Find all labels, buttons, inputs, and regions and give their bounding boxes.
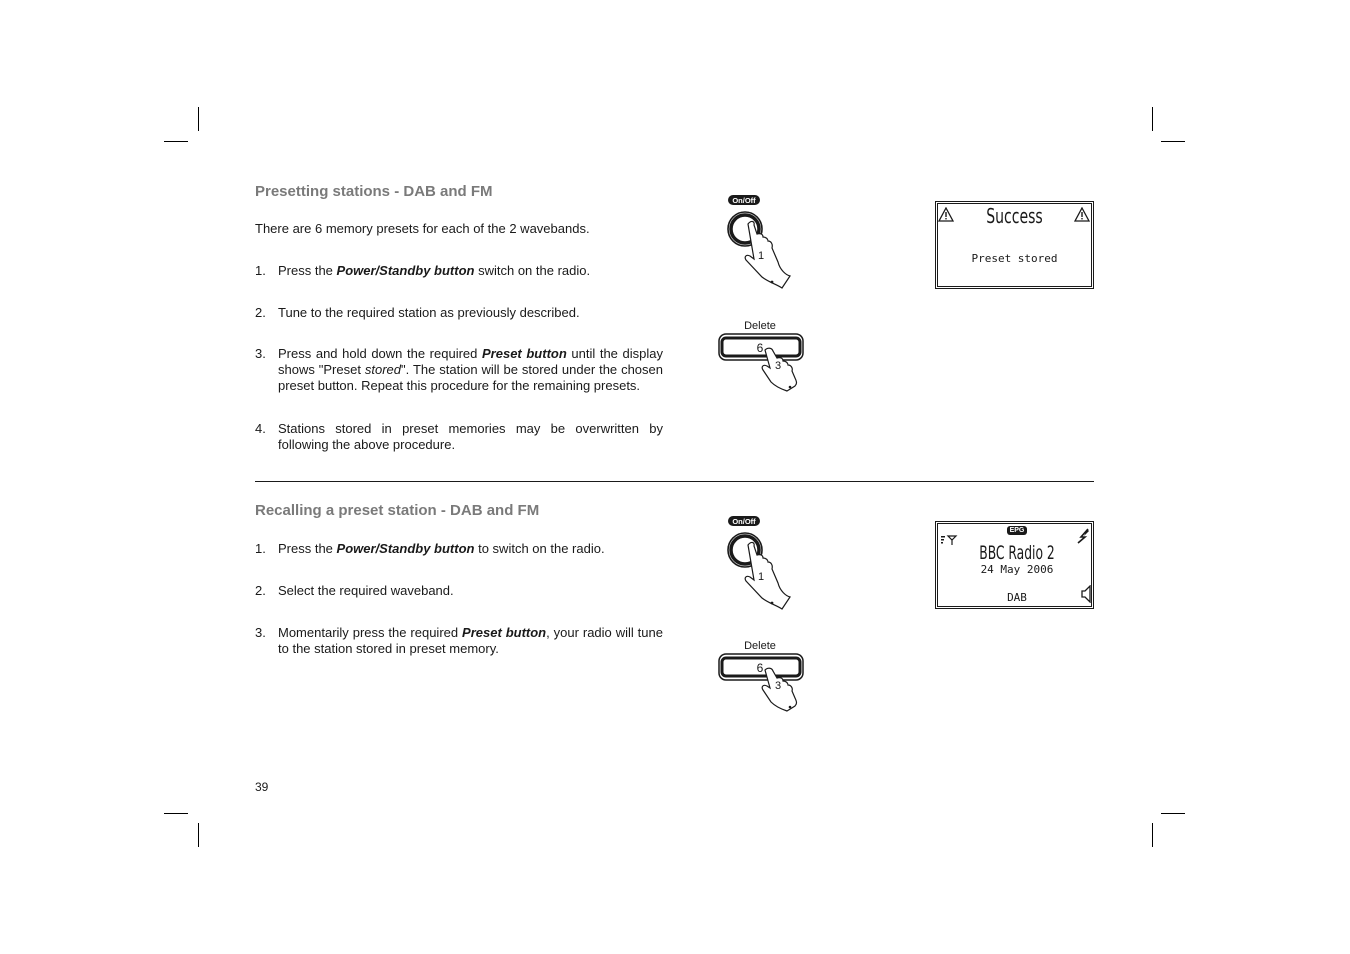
step-number-label: 1 xyxy=(757,571,765,583)
crop-mark xyxy=(198,107,199,131)
step-number: 1. xyxy=(255,541,266,556)
crop-mark xyxy=(1152,107,1153,131)
speaker-icon xyxy=(1080,585,1092,603)
crop-mark xyxy=(1161,813,1185,814)
onoff-label: On/Off xyxy=(732,517,756,526)
step-number-label: 3 xyxy=(774,680,782,692)
epg-badge: EPG xyxy=(1007,526,1027,535)
onoff-press-illustration xyxy=(720,513,800,611)
preset-number: 6 xyxy=(756,341,764,355)
delete-label: Delete xyxy=(744,320,776,332)
stereo-antenna-icon xyxy=(1076,528,1090,544)
lcd-display-success xyxy=(935,201,1094,289)
step-number: 2. xyxy=(255,583,266,598)
onoff-press-illustration xyxy=(720,192,800,290)
crop-mark xyxy=(1161,141,1185,142)
display-waveband: DAB xyxy=(1007,591,1027,604)
signal-strength-icon xyxy=(940,534,958,546)
section-title-recalling: Recalling a preset station - DAB and FM xyxy=(255,502,540,519)
preset-press-illustration xyxy=(715,638,810,712)
step-number: 2. xyxy=(255,305,266,320)
display-date: 24 May 2006 xyxy=(980,563,1054,576)
step-number: 3. xyxy=(255,346,266,361)
intro-text: There are 6 memory presets for each of the 2 wavebands. xyxy=(255,221,590,236)
step-number: 1. xyxy=(255,263,266,278)
page-number: 39 xyxy=(255,780,269,794)
crop-mark xyxy=(164,141,188,142)
delete-label: Delete xyxy=(744,640,776,652)
crop-mark xyxy=(1152,823,1153,847)
warning-icon xyxy=(938,207,954,222)
step-number-label: 3 xyxy=(774,360,782,372)
onoff-label: On/Off xyxy=(732,196,756,205)
hand-icon xyxy=(745,221,790,288)
section-divider xyxy=(255,481,1094,482)
lcd-display-station xyxy=(935,521,1094,609)
station-name: BBC Radio 2 xyxy=(979,542,1055,564)
section-title-presetting: Presetting stations - DAB and FM xyxy=(255,183,493,200)
crop-mark xyxy=(198,823,199,847)
step-number: 4. xyxy=(255,421,266,436)
step-number: 3. xyxy=(255,625,266,640)
preset-number: 6 xyxy=(756,661,764,675)
preset-press-illustration xyxy=(715,318,810,392)
display-title: Success xyxy=(986,204,1043,228)
crop-mark xyxy=(164,813,188,814)
warning-icon xyxy=(1074,207,1090,222)
step-number-label: 1 xyxy=(757,250,765,262)
hand-icon xyxy=(745,542,790,609)
display-message: Preset stored xyxy=(971,252,1058,265)
